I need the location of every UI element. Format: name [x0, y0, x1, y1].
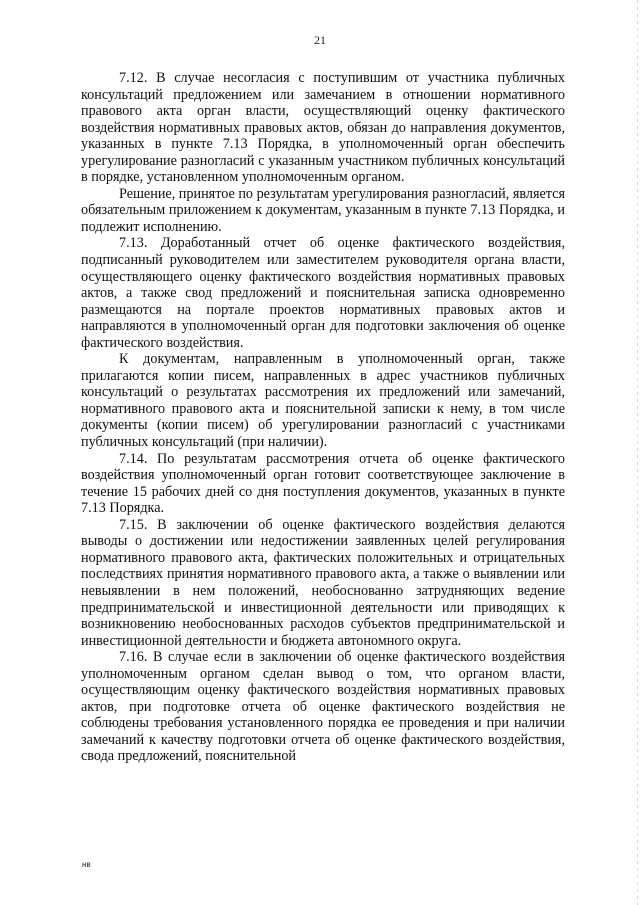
scan-edge-line — [637, 0, 638, 905]
document-body — [81, 70, 565, 765]
paragraph-7-13: 7.13. Доработанный отчет об оценке фактического воздействия, подписанный руководителем или заместителем руководителя органа власти, осуществляющего оценку фактического воздействия нормативных правовых актов, а также свод предложений и пояснительная записка одновременно размещаются на портале проектов нормативных правовых актов и направляются в уполномоченный орган для подготовки заключения об оценке фактического воздействия. — [81, 235, 565, 351]
paragraph-7-12: 7.12. В случае несогласия с поступившим от участника публичных консультаций предложением или замечанием в отношении нормативного правового акта орган власти, осуществляющий оценку фактического воздействия нормативных правовых актов, обязан до направления документов, указанных в пункте 7.13 Порядка, в уполномоченный орган обеспечить урегулирование разногласий с указанным участником публичных консультаций в порядке, установленном уполномоченным органом. — [81, 70, 565, 186]
paragraph-attachments: К документам, направленным в уполномоченный орган, также прилагаются копии писем, направленных в адрес участников публичных консультаций о результатах рассмотрения их предложений или замечаний, нормативного правового акта и пояснительной записки к нему, в том числе документы (копии писем) об урегулировании разногласий с участниками публичных консультаций (при наличии). — [81, 351, 565, 451]
paragraph-decision: Решение, принятое по результатам урегулирования разногласий, является обязательным приложением к документам, указанным в пункте 7.13 Порядка, и подлежит исполнению. — [81, 185, 565, 235]
paragraph-7-15: 7.15. В заключении об оценке фактического воздействия делаются выводы о достижении или недостижении заявленных целей регулирования нормативного правового акта, фактических положительных и отрицательных последствиях принятия нормативного правового акта, а также о выявлении или невыявлении в нем положений, необоснованно затрудняющих ведение предпринимательской и инвестиционной деятельности или приводящих к возникновению необоснованных расходов субъектов предпринимательской и инвестиционной деятельности и бюджета автономного округа. — [81, 516, 565, 649]
paragraph-7-14: 7.14. По результатам рассмотрения отчета об оценке фактического воздействия уполномоченный орган готовит соответствующее заключение в течение 15 рабочих дней со дня поступления документов, указанных в пункте 7.13 Порядка. — [81, 450, 565, 517]
footer-code: нв — [82, 860, 91, 869]
paragraph-7-16: 7.16. В случае если в заключении об оценке фактического воздействия уполномоченным органом сделан вывод о том, что органом власти, осуществляющим оценку фактического воздействия нормативных правовых актов, при подготовке отчета об оценке фактического воздействия не соблюдены требования установленного порядка ее проведения и при наличии замечаний к качеству подготовки отчета об оценке фактического воздействия, свода предложений, пояснительной — [81, 649, 565, 765]
page-number: 21 — [314, 33, 326, 47]
